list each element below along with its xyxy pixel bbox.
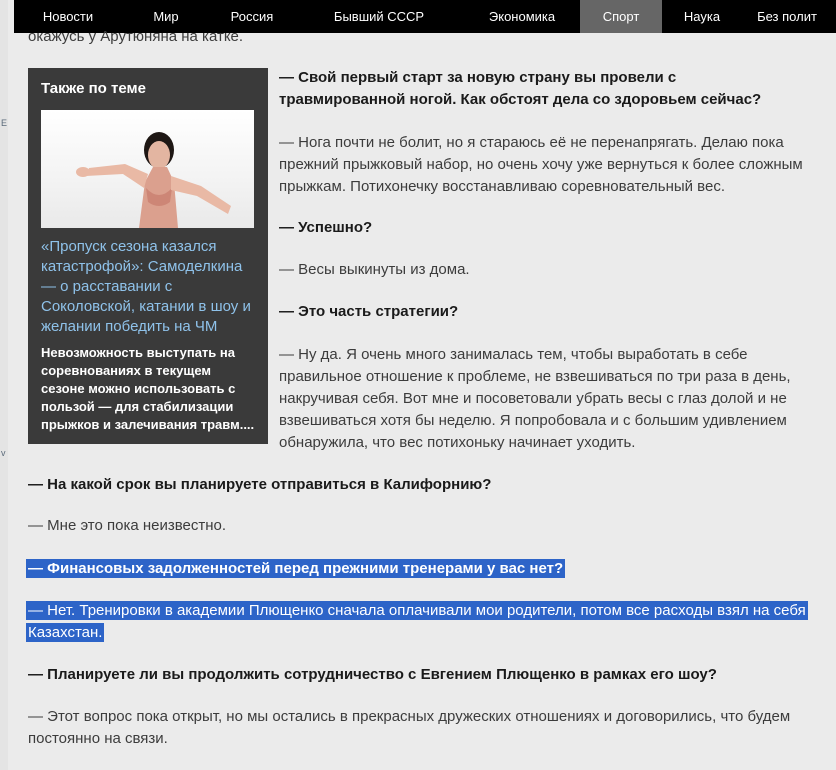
nav-item-former-ussr[interactable]: Бывший СССР (333, 9, 425, 24)
window-left-edge (0, 0, 8, 770)
selected-question-paragraph[interactable] (26, 558, 828, 580)
question-paragraph: — Планируете ли вы продолжить сотрудничество с Евгением Плющенко в рамках его шоу? (28, 666, 717, 683)
question-paragraph: — Свой первый старт за новую страну вы провели с травмированной ногой. Как обстоят дела со здоровьем сейчас? (279, 69, 762, 108)
skater-arm-right (171, 176, 231, 214)
nav-item-sport[interactable]: Спорт (580, 0, 662, 33)
nav-item-news[interactable]: Новости (42, 9, 94, 24)
text-selection: — Нет. Тренировки в академии Плющенко сначала оплачивали мои родители, потом все расходы взял на себя Казахстан. (28, 602, 806, 641)
nav-item-russia[interactable]: Россия (230, 9, 274, 24)
question-paragraph: — Успешно? (279, 219, 373, 236)
related-article-box (28, 68, 268, 444)
skater-face (148, 141, 170, 169)
answer-paragraph: — Этот вопрос пока открыт, но мы остались в прекрасных дружеских отношениях и договорились, что будем постоянно на связи. (28, 708, 791, 747)
text-selection: — Финансовых задолженностей перед прежними тренерами у вас нет? (28, 560, 564, 577)
skater-arm-left (86, 164, 148, 188)
related-article-link[interactable]: «Пропуск сезона казался катастрофой»: Самоделкина — о расставании с Соколовской, катании в шоу и желании победить на ЧМ (41, 238, 251, 335)
edge-glyph: E (1, 118, 8, 128)
edge-glyph: v (1, 448, 6, 458)
nav-item-no-politics[interactable]: Без полит (757, 9, 817, 24)
related-lead: Невозможность выступать на соревнованиях в текущем сезоне можно использовать с пользой — для стабилизации прыжков и залечивания травм.... (41, 345, 255, 432)
selected-answer-paragraph[interactable] (26, 600, 826, 644)
answer-paragraph: — Весы выкинуты из дома. (279, 261, 470, 278)
question-paragraph: — На какой срок вы планируете отправиться в Калифорнию? (28, 476, 492, 493)
article-text-cut-line: окажусь у Арутюняна на катке. (28, 28, 244, 45)
nav-item-world[interactable]: Мир (153, 9, 179, 24)
answer-paragraph: — Нога почти не болит, но я стараюсь её не перенапрягать. Делаю пока прежний прыжковый набор, но очень хочу уже вернуться к более сложным прыжкам. Потихонечку восстанавливаю соревновательный вес. (279, 134, 803, 195)
figure-skater-image (41, 110, 254, 228)
nav-item-economy[interactable]: Экономика (488, 9, 556, 24)
related-photo[interactable] (41, 110, 254, 228)
skater-hand (76, 167, 90, 177)
question-paragraph: — Это часть стратегии? (279, 303, 459, 320)
answer-paragraph: — Ну да. Я очень много занималась тем, чтобы выработать в себе правильное отношение к проблеме, не взвешиваться по три раза в день, накручивая себя. Вот мне и посоветовали убрать весы с глаз долой и не взвешиваться хотя бы неделю. Я попробовала и с большим удивлением обнаружила, что вес потихоньку начинает уходить. (279, 346, 791, 451)
nav-item-science[interactable]: Наука (683, 9, 721, 24)
related-heading: Также по теме (41, 80, 146, 97)
answer-paragraph: — Мне это пока неизвестно. (28, 517, 227, 534)
